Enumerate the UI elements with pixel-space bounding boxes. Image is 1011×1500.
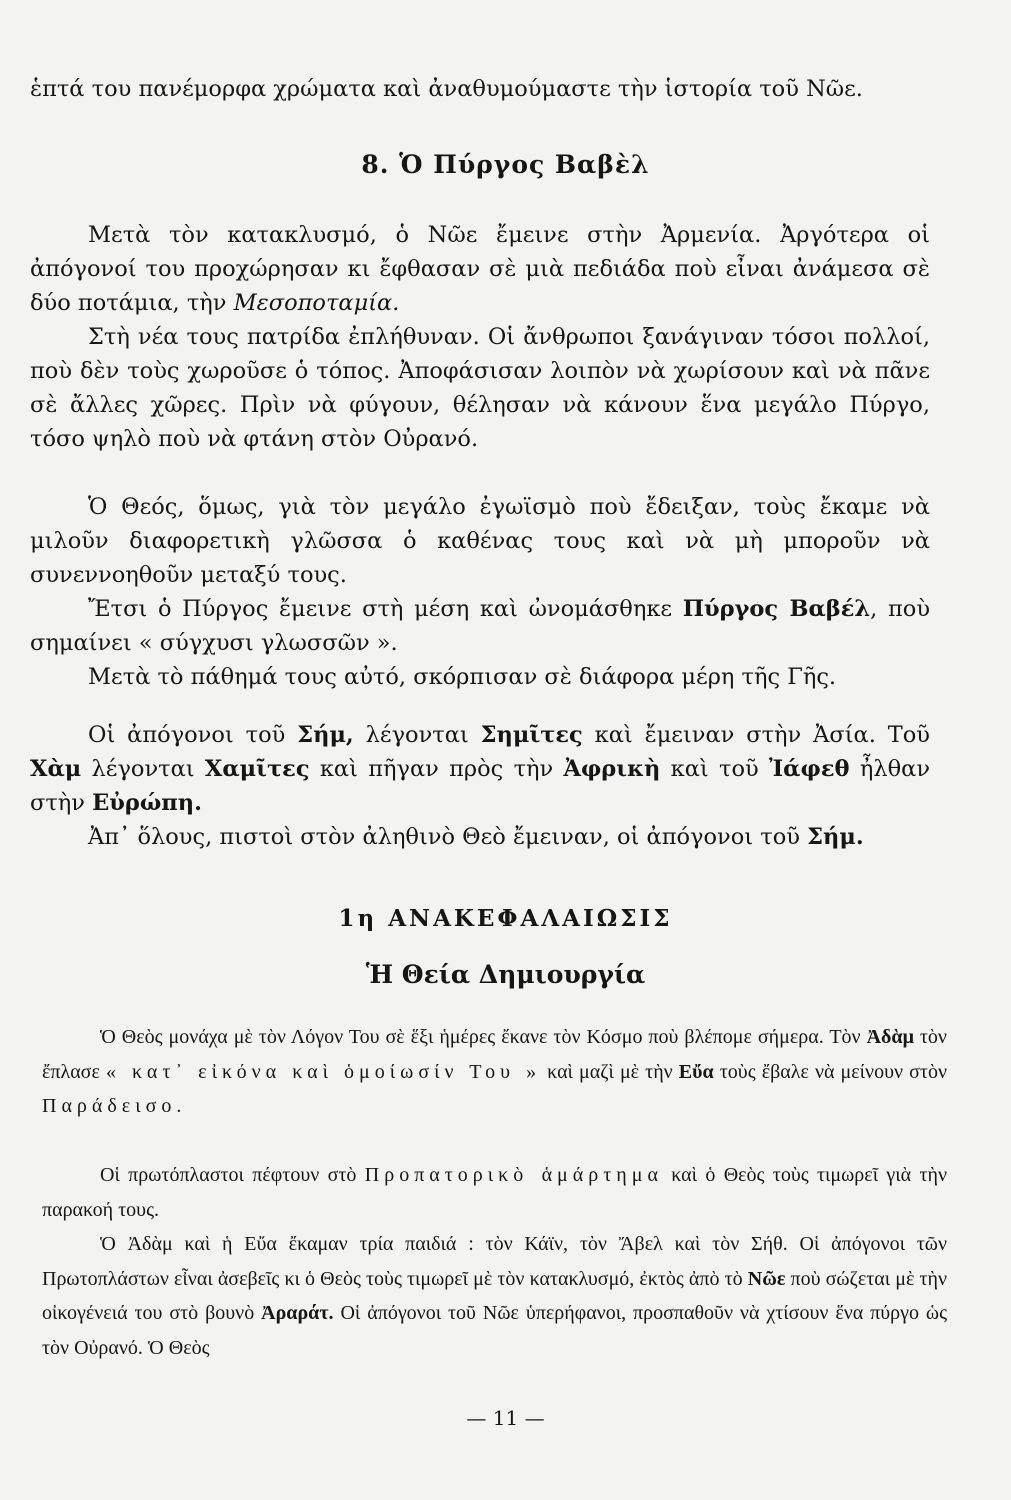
paragraph-creation: Ὁ Θεὸς μονάχα μὲ τὸν Λόγον Του σὲ ἕξι ἡμέρες ἔκανε τὸν Κόσμο ποὺ βλέπομε σήμερα. Τὸν Ἀδὰμ τὸν ἔπλασε « κατ᾽ εἰκόνα καὶ ὁμοίωσίν Του » καὶ μαζὶ μὲ τὴν Εὔα τοὺς ἔβαλε νὰ μείνουν στὸν Παράδεισο.: [42, 1026, 947, 1117]
summary-subtitle: Ἡ Θεία Δημιουργία: [365, 960, 646, 989]
paragraph-original-sin: Οἱ πρωτόπλαστοι πέφτουν στὸ Προπατορικὸ ἁμάρτημα καὶ ὁ Θεὸς τοὺς τιμωρεῖ γιὰ τὴν παρακοή τους.: [42, 1164, 947, 1221]
paragraph-scattered: Μετὰ τὸ πάθημά τους αὐτό, σκόρπισαν σὲ διάφορα μέρη τῆς Γῆς.: [88, 664, 837, 690]
paragraph-faithful: Ἀπ᾽ ὅλους, πιστοὶ στὸν ἀληθινὸ Θεὸ ἔμειναν, οἱ ἀπόγονοι τοῦ Σήμ.: [88, 824, 864, 850]
page-number: — 11 —: [466, 1406, 545, 1430]
paragraph-flood: Ὁ Ἀδὰμ καὶ ἡ Εὔα ἔκαμαν τρία παιδιά : τὸν Κάϊν, τὸν Ἄβελ καὶ τὸν Σήθ. Οἱ ἀπόγονοι τῶν Πρωτοπλάστων εἶναι ἀσεβεῖς κι ὁ Θεὸς τοὺς τιμωρεῖ μὲ τὸν κατακλυσμό, ἐκτὸς ἀπὸ τὸ Νῶε ποὺ σώζεται μὲ τὴν οἰκογένειά του στὸ βουνὸ Ἀραράτ. Οἱ ἀπόγονοι τοῦ Νῶε ὑπερήφανοι, προσπαθοῦν νὰ χτίσουν ἕνα πύργο ὡς τὸν Οὐρανό. Ὁ Θεὸς: [42, 1233, 948, 1359]
paragraph-descendants: Οἱ ἀπόγονοι τοῦ Σήμ, λέγονται Σημῖτες καὶ ἔμειναν στὴν Ἀσία. Τοῦ Χὰμ λέγονται Χαμῖτες καὶ πῆγαν πρὸς τὴν Ἀφρικὴ καὶ τοῦ Ἰάφεθ ἦλθαν στὴν Εὐρώπη.: [30, 722, 931, 816]
paragraph-babel-name: Ἔτσι ὁ Πύργος ἔμεινε στὴ μέση καὶ ὠνομάσθηκε Πύργος Βαβέλ, ποὺ σημαίνει « σύγχυσι γλωσσῶν ».: [30, 596, 930, 656]
paragraph-confusion: Ὁ Θεός, ὅμως, γιὰ τὸν μεγάλο ἐγωϊσμὸ ποὺ ἔδειξαν, τοὺς ἔκαμε νὰ μιλοῦν διαφορετικὴ γλῶσσα ὁ καθένας τους καὶ νὰ μὴ μποροῦν νὰ συνεννοηθοῦν μεταξύ τους.: [30, 494, 930, 588]
intro-paragraph: ἑπτά του πανέμορφα χρώματα καὶ ἀναθυμούμαστε τὴν ἱστορία τοῦ Νῶε.: [30, 76, 863, 102]
summary-title: 1η ΑΝΑΚΕΦΑΛΑΙΩΣΙΣ: [338, 905, 673, 932]
paragraph-armenia: Μετὰ τὸν κατακλυσμό, ὁ Νῶε ἔμεινε στὴν Ἀρμενία. Ἀργότερα οἱ ἀπόγονοί του προχώρησαν κι ἔφθασαν σὲ μιὰ πεδιάδα ποὺ εἶναι ἀνάμεσα σὲ δύο ποτάμια, τὴν Μεσοποταμία.: [30, 222, 930, 316]
section-8-title: 8. Ὁ Πύργος Βαβὲλ: [361, 150, 650, 179]
paragraph-tower-plan: Στὴ νέα τους πατρίδα ἐπλήθυναν. Οἱ ἄνθρωποι ξανάγιναν τόσοι πολλοί, ποὺ δὲν τοὺς χωροῦσε ὁ τόπος. Ἀποφάσισαν λοιπὸν νὰ χωρίσουν καὶ νὰ πᾶνε σὲ ἄλλες χῶρες. Πρὶν νὰ φύγουν, θέλησαν νὰ κάνουν ἕνα μεγάλο Πύργο, τόσο ψηλὸ ποὺ νὰ φτάνη στὸν Οὐρανό.: [30, 324, 930, 452]
